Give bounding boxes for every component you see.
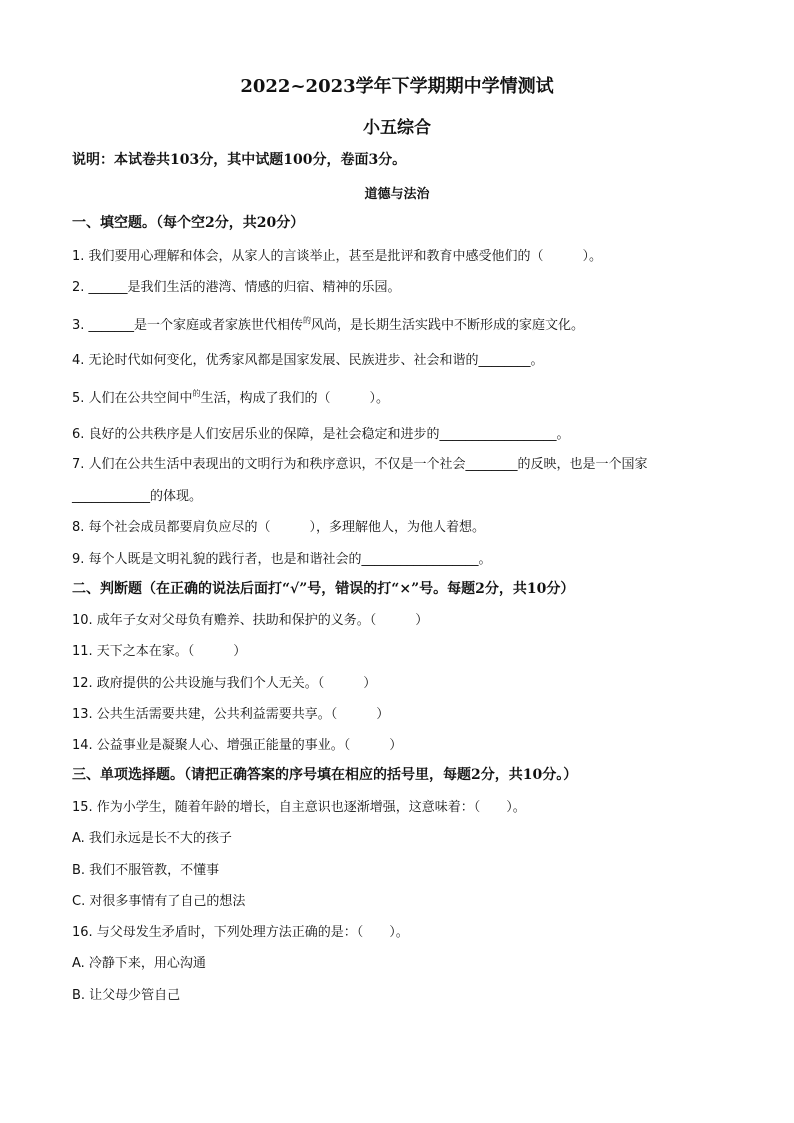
exam-note: 说明：本试卷共103分，其中试题100分，卷面3分。 bbox=[72, 152, 407, 168]
question-5-part1: 5. 人们在公共空间中 bbox=[72, 391, 193, 406]
question-14: 14. 公益事业是凝聚人心、增强正能量的事业。（ ） bbox=[72, 738, 403, 753]
question-3 bbox=[72, 314, 584, 333]
question-10: 10. 成年子女对父母负有赡养、扶助和保护的义务。（ ） bbox=[72, 613, 429, 628]
question-7-line1: 7. 人们在公共生活中表现出的文明行为和秩序意识，不仅是一个社会________的反映，也是一个国家 bbox=[72, 457, 648, 472]
question-6: 6. 良好的公共秩序是人们安居乐业的保障，是社会稳定和进步的__________________。 bbox=[72, 427, 570, 442]
exam-title: 2022~2023学年下学期期中学情测试 bbox=[240, 76, 554, 97]
question-16: 16. 与父母发生矛盾时，下列处理方法正确的是：（ ）。 bbox=[72, 925, 409, 940]
question-16-option-b: B. 让父母少管自己 bbox=[72, 988, 181, 1003]
section-heading-single-choice: 三、单项选择题。（请把正确答案的序号填在相应的括号里，每题2分，共10分。） bbox=[72, 767, 578, 783]
question-1: 1. 我们要用心理解和体会，从家人的言谈举止，甚至是批评和教育中感受他们的（ ）。 bbox=[72, 249, 603, 264]
question-3-superscript: 的 bbox=[303, 316, 312, 325]
question-8: 8. 每个社会成员都要肩负应尽的（ ），多理解他人，为他人着想。 bbox=[72, 520, 486, 535]
question-15-option-c: C. 对很多事情有了自己的想法 bbox=[72, 894, 246, 909]
question-2: 2. ______是我们生活的港湾、情感的归宿、精神的乐园。 bbox=[72, 280, 401, 295]
question-7-line2: ____________的体现。 bbox=[72, 489, 203, 504]
question-13: 13. 公共生活需要共建，公共利益需要共享。（ ） bbox=[72, 707, 390, 722]
question-3-part1: 3. _______是一个家庭或者家族世代相传 bbox=[72, 318, 304, 333]
question-4: 4. 无论时代如何变化，优秀家风都是国家发展、民族进步、社会和谐的________。 bbox=[72, 353, 544, 368]
subject-heading: 道德与法治 bbox=[364, 187, 430, 202]
question-16-option-a: A. 冷静下来，用心沟通 bbox=[72, 956, 206, 971]
question-5 bbox=[72, 387, 389, 406]
section-heading-fill-blank: 一、填空题。（每个空2分，共20分） bbox=[72, 215, 305, 231]
question-11: 11. 天下之本在家。（ ） bbox=[72, 644, 247, 659]
question-5-superscript: 的 bbox=[192, 389, 201, 398]
exam-subtitle: 小五综合 bbox=[363, 118, 431, 138]
question-3-part2: 风尚，是长期生活实践中不断形成的家庭文化。 bbox=[311, 318, 585, 333]
section-heading-true-false: 二、判断题（在正确的说法后面打“√”号，错误的打“×”号。每题2分，共10分） bbox=[72, 581, 575, 597]
question-15-option-a: A. 我们永远是长不大的孩子 bbox=[72, 831, 232, 846]
question-5-part2: 生活，构成了我们的（ ）。 bbox=[200, 391, 390, 406]
question-15: 15. 作为小学生，随着年龄的增长，自主意识也逐渐增强，这意味着：（ ）。 bbox=[72, 800, 526, 815]
question-9: 9. 每个人既是文明礼貌的践行者，也是和谐社会的__________________。 bbox=[72, 552, 492, 567]
question-12: 12. 政府提供的公共设施与我们个人无关。（ ） bbox=[72, 676, 377, 691]
question-15-option-b: B. 我们不服管教，不懂事 bbox=[72, 863, 220, 878]
